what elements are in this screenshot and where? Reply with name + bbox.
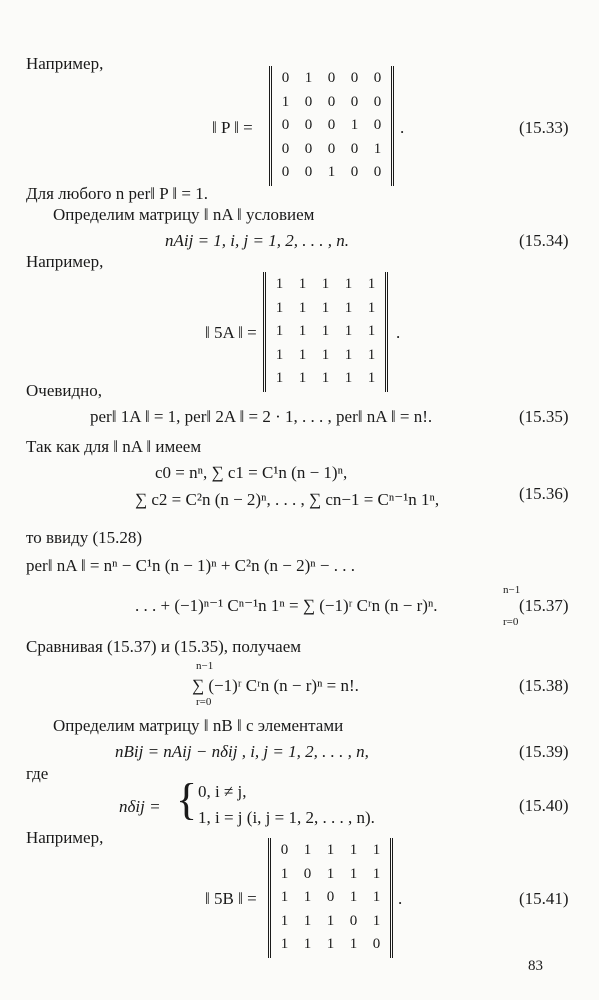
equation-number-15-41: (15.41) <box>519 889 569 908</box>
matrix-cell: 0 <box>281 164 290 180</box>
matrix-row <box>273 839 388 863</box>
matrix-cell: 1 <box>275 346 284 363</box>
equation-number-15-40: (15.40) <box>519 796 569 815</box>
matrix-b5 <box>268 838 393 958</box>
matrix-p-lhs: ‖ P ‖ = <box>212 118 253 137</box>
matrix-row <box>268 273 383 297</box>
page-number: 83 <box>528 958 543 974</box>
matrix-b5-lhs: ‖ 5B ‖ = <box>205 889 257 908</box>
equation-15-39: nBij = nAij − nδij , i, j = 1, 2, . . . , n, <box>115 742 369 761</box>
matrix-cell: 0 <box>304 117 313 133</box>
text-vvidu: то ввиду (15.28) <box>26 528 143 547</box>
matrix-row <box>273 933 388 957</box>
matrix-cell: 1 <box>367 370 376 386</box>
equation-15-37-line-1: per‖ nA ‖ = nⁿ − C¹n (n − 1)ⁿ + C²n (n − 2)ⁿ − . . . <box>26 556 355 575</box>
equation-number-15-36: (15.36) <box>519 484 569 503</box>
equation-number-15-37: (15.37) <box>519 596 569 615</box>
matrix-p <box>269 66 394 186</box>
matrix-a5-dot: . <box>396 323 401 342</box>
sum-15-37-upper: n−1 <box>503 584 521 596</box>
matrix-cell: 0 <box>280 842 289 858</box>
matrix-cell: 0 <box>372 936 381 952</box>
matrix-cell: 1 <box>298 299 307 316</box>
matrix-cell: 1 <box>275 323 284 339</box>
matrix-cell: 1 <box>327 164 336 180</box>
delta-lhs: nδij = <box>119 797 161 816</box>
equation-15-34: nAij = 1, i, j = 1, 2, . . . , n. <box>165 231 349 250</box>
text-naprimer-3: Например, <box>26 828 104 847</box>
text-define-a: Определим матрицу ‖ nA ‖ условием <box>53 205 315 224</box>
matrix-cell: 1 <box>372 889 381 905</box>
equation-15-37-line-2: . . . + (−1)ⁿ⁻¹ Cⁿ⁻¹n 1ⁿ = ∑ (−1)ʳ Cʳn (n − r)ⁿ. <box>135 596 438 615</box>
matrix-a5 <box>263 272 388 392</box>
sum-15-37-lower: r=0 <box>503 616 519 628</box>
equation-15-35: per‖ 1A ‖ = 1, per‖ 2A ‖ = 2 · 1, . . . , per‖ nA ‖ = n!. <box>90 407 433 426</box>
matrix-cell: 1 <box>280 936 289 952</box>
matrix-cell: 1 <box>326 865 335 882</box>
matrix-cell: 0 <box>373 164 382 180</box>
matrix-cell: 0 <box>349 912 358 929</box>
matrix-row <box>274 67 389 91</box>
matrix-cell: 0 <box>373 117 382 133</box>
matrix-cell: 1 <box>298 323 307 339</box>
matrix-cell: 0 <box>350 140 359 157</box>
matrix-cell: 0 <box>327 140 336 157</box>
matrix-cell: 1 <box>344 276 353 292</box>
matrix-cell: 1 <box>326 912 335 929</box>
matrix-cell: 1 <box>275 370 284 386</box>
matrix-cell: 1 <box>303 936 312 952</box>
matrix-cell: 0 <box>327 117 336 133</box>
matrix-cell: 1 <box>298 276 307 292</box>
text-gde: где <box>26 764 49 783</box>
matrix-cell: 0 <box>373 70 382 86</box>
matrix-row <box>274 161 389 185</box>
matrix-cell: 1 <box>349 842 358 858</box>
equation-15-36-line-2: ∑ c2 = C²n (n − 2)ⁿ, . . . , ∑ cn−1 = Cⁿ⁻¹n 1ⁿ, <box>135 490 440 509</box>
matrix-cell: 1 <box>303 889 312 905</box>
matrix-cell: 1 <box>303 842 312 858</box>
equation-number-15-34: (15.34) <box>519 231 569 250</box>
equation-number-15-33: (15.33) <box>519 118 569 137</box>
matrix-p-dot: . <box>400 118 405 137</box>
equation-15-38: ∑ (−1)ʳ Cʳn (n − r)ⁿ = n!. <box>192 676 359 695</box>
matrix-cell: 1 <box>344 323 353 339</box>
matrix-cell: 1 <box>321 299 330 316</box>
matrix-row <box>274 91 389 115</box>
matrix-cell: 1 <box>367 276 376 292</box>
equation-number-15-35: (15.35) <box>519 407 569 426</box>
text-tak-kak: Так как для ‖ nA ‖ имеем <box>26 437 202 456</box>
matrix-cell: 0 <box>373 93 382 110</box>
matrix-cell: 1 <box>367 299 376 316</box>
matrix-cell: 1 <box>298 370 307 386</box>
matrix-cell: 0 <box>350 164 359 180</box>
matrix-row <box>268 297 383 321</box>
matrix-cell: 1 <box>344 346 353 363</box>
matrix-cell: 0 <box>303 865 312 882</box>
text-sravnivaya: Сравнивая (15.37) и (15.35), получаем <box>26 637 302 656</box>
sum-15-38-upper: n−1 <box>196 660 214 672</box>
equation-15-36-line-1: c0 = nⁿ, ∑ c1 = C¹n (n − 1)ⁿ, <box>155 463 348 482</box>
matrix-cell: 1 <box>349 936 358 952</box>
text-naprimer-2: Например, <box>26 252 104 271</box>
matrix-cell: 1 <box>298 346 307 363</box>
matrix-cell: 1 <box>344 370 353 386</box>
matrix-cell: 1 <box>349 889 358 905</box>
matrix-row <box>268 344 383 368</box>
matrix-row <box>274 114 389 138</box>
matrix-cell: 1 <box>326 842 335 858</box>
matrix-cell: 1 <box>275 299 284 316</box>
text-ochevidno: Очевидно, <box>26 381 102 400</box>
matrix-cell: 0 <box>327 70 336 86</box>
matrix-cell: 0 <box>281 117 290 133</box>
matrix-cell: 1 <box>372 865 381 882</box>
matrix-cell: 1 <box>281 93 290 110</box>
matrix-a5-lhs: ‖ 5A ‖ = <box>205 323 257 342</box>
delta-brace: { <box>176 775 198 824</box>
matrix-row <box>273 910 388 934</box>
matrix-cell: 1 <box>372 912 381 929</box>
matrix-cell: 1 <box>280 889 289 905</box>
matrix-cell: 1 <box>303 912 312 929</box>
matrix-cell: 1 <box>367 323 376 339</box>
matrix-cell: 1 <box>350 117 359 133</box>
matrix-cell: 1 <box>321 346 330 363</box>
matrix-cell: 1 <box>321 276 330 292</box>
matrix-b5-dot: . <box>398 889 403 908</box>
matrix-cell: 1 <box>367 346 376 363</box>
matrix-cell: 1 <box>280 912 289 929</box>
matrix-cell: 0 <box>350 93 359 110</box>
matrix-row <box>268 367 383 391</box>
matrix-row <box>274 138 389 162</box>
matrix-cell: 0 <box>327 93 336 110</box>
matrix-cell: 1 <box>326 936 335 952</box>
matrix-cell: 1 <box>349 865 358 882</box>
matrix-cell: 1 <box>344 299 353 316</box>
matrix-cell: 1 <box>275 276 284 292</box>
matrix-cell: 1 <box>280 865 289 882</box>
matrix-cell: 1 <box>321 323 330 339</box>
matrix-cell: 0 <box>281 140 290 157</box>
matrix-cell: 0 <box>304 140 313 157</box>
matrix-cell: 1 <box>321 370 330 386</box>
delta-case-1: 0, i ≠ j, <box>198 782 247 801</box>
matrix-row <box>273 886 388 910</box>
text-define-b: Определим матрицу ‖ nB ‖ с элементами <box>53 716 344 735</box>
matrix-cell: 0 <box>304 164 313 180</box>
matrix-row <box>273 863 388 887</box>
matrix-cell: 1 <box>372 842 381 858</box>
matrix-cell: 0 <box>281 70 290 86</box>
delta-case-2: 1, i = j (i, j = 1, 2, . . . , n). <box>198 808 375 827</box>
matrix-cell: 0 <box>304 93 313 110</box>
matrix-cell: 0 <box>326 889 335 905</box>
equation-number-15-38: (15.38) <box>519 676 569 695</box>
text-perm-p: Для любого n per‖ P ‖ = 1. <box>26 184 208 203</box>
matrix-cell: 0 <box>350 70 359 86</box>
sum-15-38-lower: r=0 <box>196 696 212 708</box>
equation-number-15-39: (15.39) <box>519 742 569 761</box>
matrix-cell: 1 <box>373 140 382 157</box>
matrix-row <box>268 320 383 344</box>
matrix-cell: 1 <box>304 70 313 86</box>
text-naprimer-1: Например, <box>26 54 104 73</box>
